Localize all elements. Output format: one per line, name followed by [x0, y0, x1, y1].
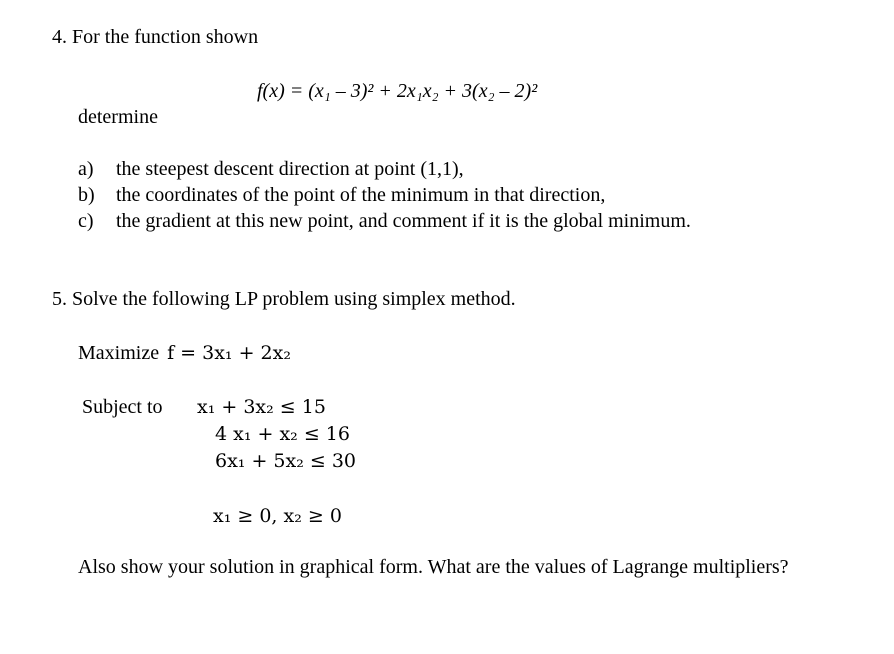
- nonnegativity-constraint: x₁ ≥ 0, x₂ ≥ 0: [213, 505, 342, 527]
- list-marker: a): [78, 158, 94, 180]
- subject-to-label: Subject to: [82, 396, 163, 418]
- list-text: the steepest descent direction at point (1,1),: [116, 158, 464, 180]
- list-marker: c): [78, 210, 94, 232]
- objective-row: [78, 342, 291, 365]
- list-text: the coordinates of the point of the minimum in that direction,: [116, 184, 606, 206]
- question-4-heading: 4. For the function shown: [52, 26, 259, 48]
- list-item-b: [78, 184, 605, 207]
- question-5-heading: 5. Solve the following LP problem using simplex method.: [52, 288, 516, 310]
- list-item-c: [78, 210, 691, 233]
- constraint-2: 4 x₁ + x₂ ≤ 16: [215, 423, 350, 445]
- closing-paragraph: [52, 555, 812, 580]
- constraint-1: x₁ + 3x₂ ≤ 15: [197, 396, 326, 418]
- objective-function: f = 3x₁ + 2x₂: [167, 342, 291, 364]
- closing-text: Also show your solution in graphical form. What are the values of Lagrange multipliers?: [78, 556, 789, 578]
- objective-label: Maximize: [78, 342, 160, 364]
- list-item-a: [78, 158, 464, 181]
- question-4-formula: f(x) = (x₁ – 3)² + 2x₁x₂ + 3(x₂ – 2)²: [257, 80, 538, 102]
- determine-label: determine: [78, 106, 158, 128]
- list-text: the gradient at this new point, and comment if it is the global minimum.: [116, 210, 691, 232]
- list-marker: b): [78, 184, 95, 206]
- constraint-3: 6x₁ + 5x₂ ≤ 30: [215, 450, 357, 472]
